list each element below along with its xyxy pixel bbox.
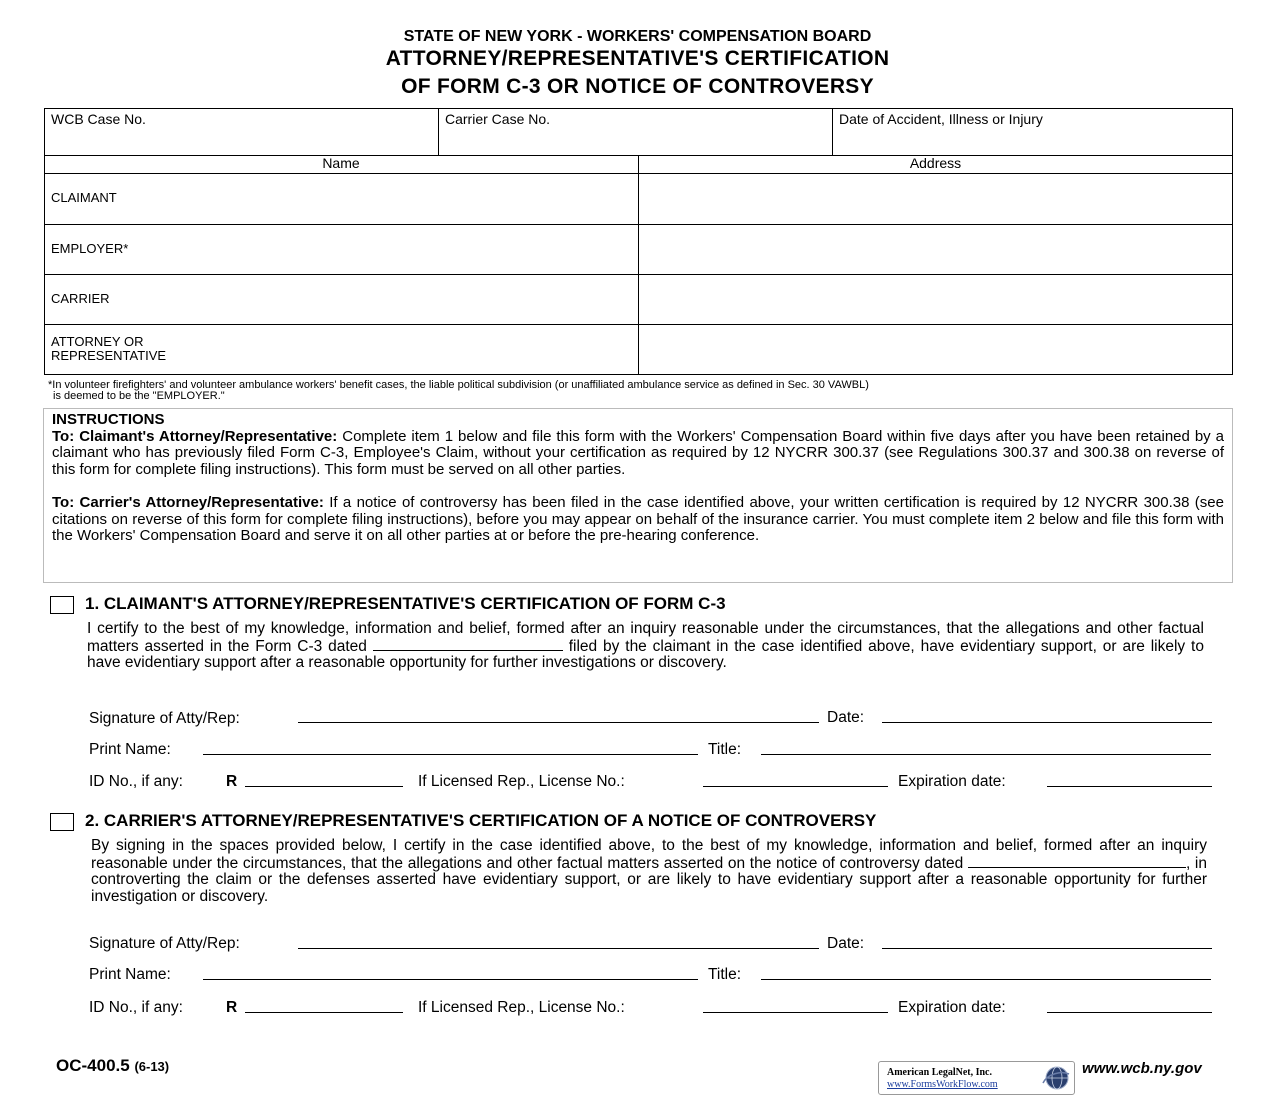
- carrier-row-label: CARRIER: [51, 291, 110, 306]
- s1-signature-line[interactable]: [298, 722, 819, 723]
- s2-date-label: Date:: [827, 935, 865, 952]
- s2-expiration-line[interactable]: [1047, 1012, 1212, 1013]
- s2-print-name-label: Print Name:: [89, 966, 171, 983]
- s2-title-label: Title:: [708, 966, 742, 983]
- c3-date-blank[interactable]: [373, 638, 563, 651]
- carrier-instructions-label: To: Carrier's Attorney/Representative:: [52, 493, 324, 511]
- s2-expiration-label: Expiration date:: [898, 999, 1006, 1016]
- s1-date-line[interactable]: [882, 722, 1212, 723]
- s1-print-name-label: Print Name:: [89, 741, 171, 758]
- employer-footnote: [48, 380, 869, 402]
- vendor-badge[interactable]: [878, 1061, 1075, 1095]
- attorney-row-label: [51, 335, 166, 363]
- globe-icon: [1040, 1065, 1070, 1091]
- form-number-text: OC-400.5: [56, 1056, 130, 1075]
- claimant-instructions-label: To: Claimant's Attorney/Representative:: [52, 427, 338, 445]
- carrier-case-no-field[interactable]: Carrier Case No.: [445, 111, 551, 127]
- section2-text: [91, 838, 1207, 906]
- form-number: [56, 1056, 169, 1076]
- section2-checkbox[interactable]: [50, 813, 74, 831]
- s2-signature-label: Signature of Atty/Rep:: [89, 935, 240, 952]
- employer-row-label: EMPLOYER*: [51, 241, 129, 256]
- s1-id-prefix: R: [226, 773, 238, 790]
- s2-print-name-line[interactable]: [203, 979, 698, 980]
- s1-id-label: ID No., if any:: [89, 773, 183, 790]
- s2-id-line[interactable]: [245, 1012, 403, 1013]
- section1-checkbox[interactable]: [50, 596, 74, 614]
- form-revision: (6-13): [134, 1059, 170, 1074]
- claimant-instructions-text: Complete item 1 below and file this form with the Workers' Compensation Board within five days after you have been retained by a claimant who has previously filed Form C-3, Employee's Claim, without your certification as required by 12 NYCRR 300.37 (see Regulations 300.37 and 300.38 on reverse of this form for complete filing instructions). This form must be served on all other parties.: [52, 427, 1224, 479]
- s1-print-name-line[interactable]: [203, 754, 698, 755]
- section2-text-before: By signing in the spaces provided below, I certify in the case identified above, to the best of my knowledge, information and belief, formed after an inquiry reasonable under the circumstances, that the allegations and other factual matters asserted on the notice of controversy dated: [91, 837, 1207, 872]
- vendor-url[interactable]: www.FormsWorkFlow.com: [887, 1079, 998, 1090]
- s1-license-label: If Licensed Rep., License No.:: [418, 773, 625, 790]
- footnote-line1: *In volunteer firefighters' and volunteer ambulance workers' benefit cases, the liable political subdivision (or unaffiliated ambulance service as defined in Sec. 30 VAWBL): [48, 379, 869, 391]
- s1-id-line[interactable]: [245, 786, 403, 787]
- s1-title-label: Title:: [708, 741, 742, 758]
- instructions-box: [43, 408, 1233, 583]
- attorney-row-label-line1: ATTORNEY OR: [51, 334, 144, 349]
- vendor-name: American LegalNet, Inc.: [887, 1067, 992, 1078]
- s2-license-label: If Licensed Rep., License No.:: [418, 999, 625, 1016]
- instructions-heading: INSTRUCTIONS: [52, 411, 165, 428]
- wcb-case-no-field[interactable]: WCB Case No.: [51, 111, 146, 127]
- s1-expiration-label: Expiration date:: [898, 773, 1006, 790]
- wcb-website[interactable]: www.wcb.ny.gov: [1082, 1060, 1202, 1077]
- s2-license-line[interactable]: [703, 1012, 888, 1013]
- section1-text-after: filed by the claimant in the case identified above, have evidentiary support, or are likely to have evidentiary support after a reasonable opportunity for further investigations or discovery.: [87, 637, 1204, 672]
- s2-title-line[interactable]: [761, 979, 1211, 980]
- s2-id-prefix: R: [226, 999, 238, 1016]
- s2-signature-line[interactable]: [298, 948, 819, 949]
- agency-heading: STATE OF NEW YORK - WORKERS' COMPENSATION BOARD: [403, 28, 872, 45]
- carrier-instructions: [52, 495, 1224, 545]
- s1-date-label: Date:: [827, 709, 865, 726]
- form-title-line1: ATTORNEY/REPRESENTATIVE'S CERTIFICATION: [385, 47, 890, 70]
- s1-signature-label: Signature of Atty/Rep:: [89, 710, 240, 727]
- s1-title-line[interactable]: [761, 754, 1211, 755]
- date-of-accident-field[interactable]: Date of Accident, Illness or Injury: [839, 111, 1043, 127]
- s2-id-label: ID No., if any:: [89, 999, 183, 1016]
- claimant-instructions: [52, 429, 1224, 479]
- form-title-line2: OF FORM C-3 OR NOTICE OF CONTROVERSY: [401, 75, 874, 98]
- s1-license-line[interactable]: [703, 786, 888, 787]
- attorney-row-label-line2: REPRESENTATIVE: [51, 348, 167, 363]
- name-column-header: Name: [322, 155, 360, 171]
- section1-text-before: I certify to the best of my knowledge, information and belief, formed after an inquiry reasonable under the circumstances, that the allegations and other factual matters asserted in the Form C-3 dated: [87, 620, 1204, 655]
- section1-text: [87, 621, 1204, 672]
- controversy-date-blank[interactable]: [968, 855, 1186, 868]
- address-column-header: Address: [909, 155, 962, 171]
- section2-heading: 2. CARRIER'S ATTORNEY/REPRESENTATIVE'S CERTIFICATION OF A NOTICE OF CONTROVERSY: [85, 811, 877, 830]
- case-numbers-row: [44, 108, 1233, 156]
- s1-expiration-line[interactable]: [1047, 786, 1212, 787]
- carrier-instructions-text: If a notice of controversy has been filed in the case identified above, your written certification is required by 12 NYCRR 300.38 (see citations on reverse of this form for complete filing instructions), before you may appear on behalf of the insurance carrier. You must complete item 2 below and file this form with the Workers' Compensation Board and serve it on all other parties at or before the pre-hearing conference.: [52, 493, 1224, 545]
- section1-heading: 1. CLAIMANT'S ATTORNEY/REPRESENTATIVE'S CERTIFICATION OF FORM C-3: [85, 594, 726, 613]
- s2-date-line[interactable]: [882, 948, 1212, 949]
- footnote-line2: is deemed to be the "EMPLOYER.": [53, 390, 225, 402]
- claimant-row-label: CLAIMANT: [51, 190, 117, 205]
- section2-text-after: , in controverting the claim or the defenses asserted have evidentiary support, or are likely to have evidentiary support after a reasonable opportunity for further investigation or discovery.: [91, 854, 1207, 906]
